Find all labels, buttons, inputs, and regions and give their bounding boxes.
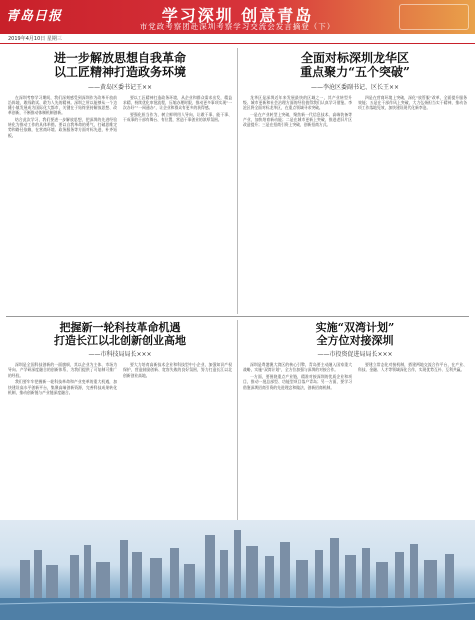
article-byline: ——黄岛区委书记王×× bbox=[87, 83, 153, 91]
paragraph: 我们要牢牢把握新一轮科技革命和产业变革的重大机遇，加快建设高水平创新平台，集聚高端创新资源，完善科技成果转化机制，推动创新链与产业链深度融合。 bbox=[8, 379, 117, 395]
page-subtitle: 市党政考察团赴深圳考察学习交流会发言摘登（下） bbox=[139, 22, 336, 31]
article-headline bbox=[8, 322, 232, 347]
paragraph: 一是在产业转型上突破，聚焦新一代信息技术、高端装备等产业，加快培育新动能；二是在城市更新上突破，推进老旧片区改造提升；三是在招商引资上突破，创新招商方式。 bbox=[243, 111, 352, 128]
paragraph: 要大力培育高新技术企业和科技型中小企业，加强知识产权保护，营造鼓励创新、宽容失败的良好氛围，努力打造长江以北创新创业高地。 bbox=[123, 362, 232, 378]
masthead-banner bbox=[0, 0, 475, 34]
article-headline bbox=[243, 52, 467, 80]
page-title: 学习深圳 创意青岛 bbox=[161, 6, 314, 25]
paragraph: 要以工匠精神打造政务环境，从企业和群众需求出发，精益求精，持续优化审批流程，压缩办理时限，推动更多事项实现“一次办好”“一网通办”，让企业和群众有更多的获得感。 bbox=[123, 94, 232, 110]
column-divider bbox=[237, 48, 238, 314]
headline-line-1: 实施“双湾计划” bbox=[315, 321, 395, 334]
paragraph: 深圳是全国科技创新的一面旗帜，其以企业为主体、市场为导向、产学研深度融合的创新体系，为我们提供了可复制可推广的经验。 bbox=[8, 362, 117, 378]
paragraph: 一方面，要围绕重点产业链，精准对接深圳的优质企业和项目，推动一批总部型、功能型项目落户青岛；另一方面，要学习借鉴深圳招商引资的先进理念和做法，创新招商机制。 bbox=[243, 374, 352, 390]
paragraph: 四是在营商环境上突破，深化“放管服”改革，全面提升服务效能；五是在干部作风上突破，大力弘扬担当实干精神，推动各项工作落地见效，加快建设现代化新李沧。 bbox=[358, 94, 467, 110]
dateline: 2019年4月10日 星期三 bbox=[8, 36, 62, 42]
article-byline: ——市科技局局长××× bbox=[88, 351, 152, 359]
body-column bbox=[243, 95, 352, 307]
article-4 bbox=[243, 322, 467, 518]
headline-line-1: 把握新一轮科技革命机遇 bbox=[59, 321, 181, 334]
article-body bbox=[243, 362, 467, 512]
paragraph: 结合此次学习，我们要进一步解放思想，把深圳的先进经验转化为推动工作的具体举措。要以自我革命的勇气，打破思维定势和路径依赖，在营商环境、政务服务等方面对标先进，补齐短板。 bbox=[8, 116, 117, 138]
body-column bbox=[123, 362, 232, 512]
banner-decoration bbox=[399, 4, 469, 30]
paragraph: 龙华区是深圳近年来发展最快的区域之一，其产业转型升级、城市更新和社会治理方面的经验值得我们认真学习借鉴。李沧区将全面对标龙华区，在重点领域寻求突破。 bbox=[243, 94, 352, 110]
article-body bbox=[8, 95, 232, 307]
headline-line-2: 打造长江以北创新创业高地 bbox=[54, 333, 186, 347]
headline-line-2: 重点聚力“五个突破” bbox=[300, 64, 410, 79]
section-divider bbox=[6, 316, 469, 317]
article-body bbox=[8, 362, 232, 512]
body-column bbox=[8, 362, 117, 512]
paragraph: 要强化担当作为，树立鲜明用人导向，让敢干事、能干事、干成事的干部有舞台、有位置，营造干事创业的浓厚氛围。 bbox=[123, 111, 232, 122]
article-byline: ——李沧区委副书记、区长王×× bbox=[310, 83, 400, 91]
body-column bbox=[358, 362, 467, 512]
article-byline: ——市投资促进局局长××× bbox=[317, 351, 393, 359]
body-column bbox=[358, 95, 467, 307]
column-divider bbox=[237, 320, 238, 540]
article-headline bbox=[8, 52, 232, 80]
article-2 bbox=[243, 52, 467, 314]
newspaper-logo: 青岛日报 bbox=[6, 9, 63, 24]
headline-line-2: 全方位对接深圳 bbox=[316, 333, 394, 347]
paragraph: 在深圳考察学习期间，我们深刻感受到深圳作为改革开放前沿阵地，敢闯敢试、敢为人先的精神。深圳之所以能够从一个边陲小镇发展成为国际化大都市，关键在于始终坚持解放思想、改革创新，不断推动体制机制创新。 bbox=[8, 94, 117, 116]
headline-line-1: 进一步解放思想自我革命 bbox=[53, 51, 186, 65]
article-3 bbox=[8, 322, 232, 518]
headline-line-1: 全面对标深圳龙华区 bbox=[300, 51, 409, 65]
city-skyline-image bbox=[0, 520, 475, 620]
body-column bbox=[243, 362, 352, 512]
skyline-drawing bbox=[0, 520, 475, 620]
article-body bbox=[243, 95, 467, 307]
paragraph: 要建立常态化对接机制，搭建两地交流合作平台，在产业、科技、金融、人才等领域深化合作，实现优势互补、互利共赢。 bbox=[358, 362, 467, 373]
dateline-bar bbox=[0, 34, 475, 44]
paragraph: 深圳是粤港澳大湾区的核心引擎，青岛要主动融入国家重大战略，实施“双湾计划”，全方位加强与深圳的对接合作。 bbox=[243, 362, 352, 373]
article-headline bbox=[243, 322, 467, 347]
body-column bbox=[123, 95, 232, 307]
headline-line-2: 以工匠精神打造政务环境 bbox=[53, 64, 186, 79]
article-1 bbox=[8, 52, 232, 314]
body-column bbox=[8, 95, 117, 307]
